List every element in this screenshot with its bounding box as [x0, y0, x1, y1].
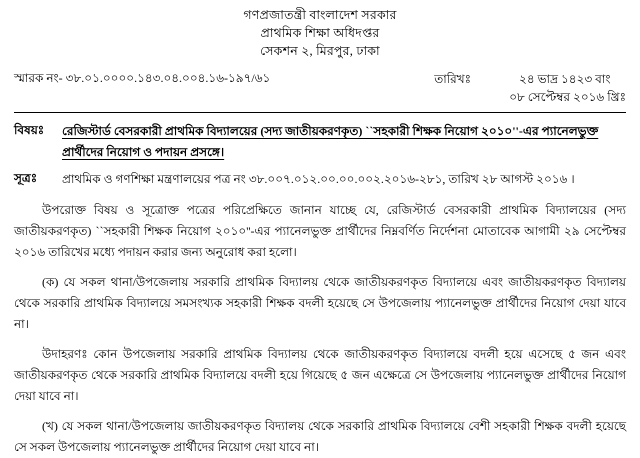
office-address: সেকশন ২, মিরপুর, ঢাকা — [260, 44, 380, 59]
header-divider — [14, 112, 626, 113]
subject-row — [14, 121, 626, 162]
body-paragraph-2: (ক) যে সকল থানা/উপজেলায় সরকারি প্রাথমিক বিদ্যালয় থেকে জাতীয়করণকৃত বিদ্যালয়ে এবং জাতীয়করণকৃত বিদ্যালয় থেকে সরকারি প্রাথমিক বিদ্যালয়ে সমসংখ্যক সহকারী শিক্ষক বদলী হয়েছে সে উপজেলায় প্যানেলভুক্ত প্রার্থীদের নিয়োগ দেয়া যাবে না। — [14, 275, 626, 332]
memo-date-bangla — [434, 70, 626, 88]
memo-header-row — [14, 70, 626, 106]
body-paragraph-3: উদাহরণঃ কোন উপজেলায় সরকারি প্রাথমিক বিদ্যালয় থেকে জাতীয়করণকৃত বিদ্যালয়ে বদলী হয়ে এসেছে ৫ জন এবং জাতীয়করণকৃত থেকে সরকারি প্রাথমিক বিদ্যালয়ে বদলী হয়ে গিয়েছে ৫ জন এক্ষেত্রে সে উপজেলায় প্যানেলভুক্ত প্রার্থীদের নিয়োগ দেয়া যাবে না। — [14, 347, 626, 404]
memo-date-block — [434, 70, 626, 106]
memo-date-label: তারিখঃ — [434, 72, 472, 87]
reference-row — [14, 170, 626, 190]
body-paragraph-1: উপরোক্ত বিষয় ও সূত্রোক্ত পত্রের পরিপ্রেক্ষিতে জানান যাচ্ছে যে, রেজিস্টার্ড বেসরকারী প্রাথমিক বিদ্যালয়ের (সদ্য জাতীয়করণকৃত) ``সহকারী শিক্ষক নিয়োগ ২০১০''-এর প্যানেলভুক্ত প্রার্থীদের নিম্নবর্ণিত নির্দেশনা মোতাবেক আগামী ২৯ সেপ্টেম্বর ২০১৬ তারিখের মধ্যে পদায়ন করার জন্য অনুরোধ করা হলো। — [14, 203, 626, 260]
letterhead — [14, 6, 626, 60]
memo-date-gregorian — [434, 88, 626, 106]
reference-text: প্রাথমিক ও গণশিক্ষা মন্ত্রণালয়ের পত্র নং ৩৮.০০৭.০১২.০০.০০.০০২.২০১৬-২৮১, তারিখ ২৮ আগস্ট ২০১৬ । — [62, 172, 575, 187]
government-name: গণপ্রজাতন্ত্রী বাংলাদেশ সরকার — [243, 8, 397, 22]
directorate-name: প্রাথমিক শিক্ষা অধিদপ্তর — [260, 26, 380, 41]
subject-label: বিষয়ঃ — [14, 123, 45, 138]
body-paragraph-4: (খ) যে সকল থানা/উপজেলায় জাতীয়করণকৃত বিদ্যালয় থেকে সরকারি প্রাথমিক বিদ্যালয়ে বেশী সহকারী শিক্ষক বদলী হয়েছে সে সকল উপজেলায় প্যানেলভুক্ত প্রার্থীদের নিয়োগ দেয়া যাবে না। — [14, 419, 626, 455]
memo-date-line2: ০৮ সেপ্টেম্বর ২০১৬ খ্রিঃ — [509, 90, 626, 105]
memo-date-line1: ২৪ ভাদ্র ১৪২৩ বাং — [519, 72, 611, 87]
reference-label: সূত্রঃ — [14, 171, 38, 186]
subject-text: রেজিস্টার্ড বেসরকারী প্রাথমিক বিদ্যালয়ের (সদ্য জাতীয়করণকৃত) ``সহকারী শিক্ষক নিয়োগ ২০১০''-এর প্যানেলভুক্ত প্রার্থীদের নিয়োগ ও পদায়ন প্রসঙ্গে। — [62, 124, 599, 159]
memo-number: স্মারক নং- ৩৮.০১.০০০০.১৪৩.০৪.০০৪.১৬-১৯৭/৬১ — [14, 71, 271, 86]
